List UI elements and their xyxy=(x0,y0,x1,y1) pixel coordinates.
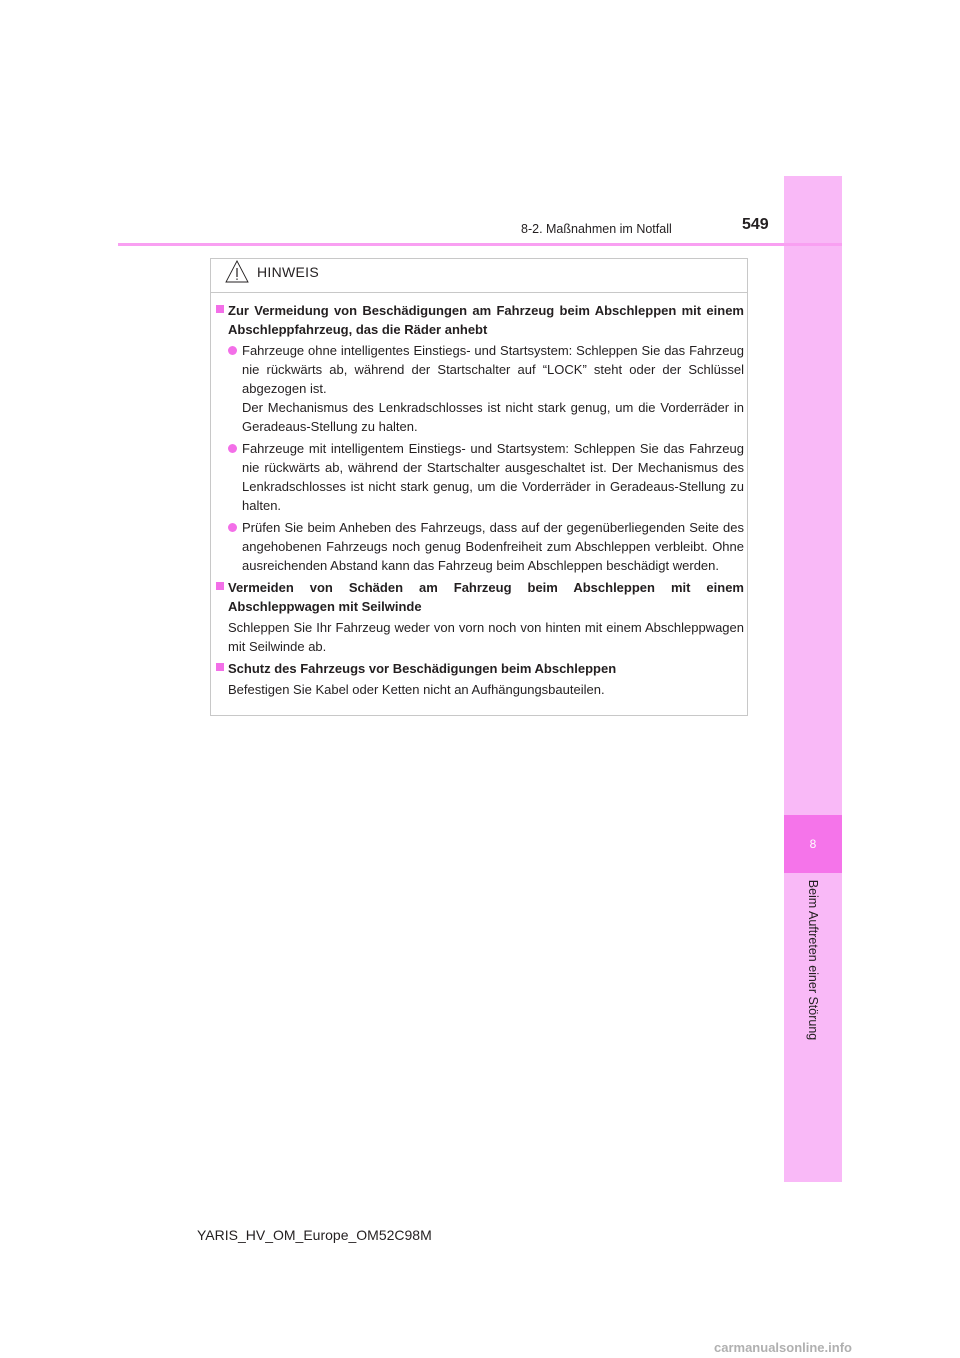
notice-section xyxy=(216,659,744,678)
square-bullet-icon xyxy=(216,663,224,671)
round-bullet-icon xyxy=(228,444,237,453)
warning-triangle-icon xyxy=(225,260,249,283)
notice-section xyxy=(216,578,744,616)
notice-bullet-extra-text: Der Mechanismus des Lenkradschlosses ist nicht stark genug, um die Vorderräder in Geradeaus-Stellung zu halten. xyxy=(242,400,744,434)
watermark: carmanualsonline.info xyxy=(714,1340,852,1355)
round-bullet-icon xyxy=(228,523,237,532)
notice-section xyxy=(216,301,744,339)
chapter-number: 8 xyxy=(809,837,817,851)
notice-section-text: Befestigen Sie Kabel oder Ketten nicht an Aufhängungsbauteilen. xyxy=(228,682,605,697)
notice-section-heading: Vermeiden von Schäden am Fahrzeug beim Abschleppen mit einem Abschleppwagen mit Seilwinde xyxy=(228,580,744,614)
notice-section-text: Schleppen Sie Ihr Fahrzeug weder von vorn noch von hinten mit einem Abschleppwagen mit Seilwinde ab. xyxy=(228,620,744,654)
square-bullet-icon xyxy=(216,305,224,313)
notice-section-heading: Zur Vermeidung von Beschädigungen am Fahrzeug beim Abschleppen mit einem Abschleppfahrzeug, das die Räder anhebt xyxy=(228,303,744,337)
notice-bullet xyxy=(228,518,744,575)
notice-section-heading: Schutz des Fahrzeugs vor Beschädigungen beim Abschleppen xyxy=(228,661,617,676)
header-rule xyxy=(118,243,842,246)
chapter-number-badge xyxy=(784,815,842,873)
round-bullet-icon xyxy=(228,346,237,355)
notice-box xyxy=(210,258,748,716)
document-code: YARIS_HV_OM_Europe_OM52C98M xyxy=(197,1227,432,1243)
notice-body xyxy=(216,301,744,702)
section-title: 8-2. Maßnahmen im Notfall xyxy=(521,222,672,236)
notice-bullet-text: Fahrzeuge mit intelligentem Einstiegs- und Startsystem: Schleppen Sie das Fahrzeug nie rückwärts ab, während der Startschalter ausgeschaltet ist. Der Mechanismus des Lenkradschlosses ist nicht stark genug, um die Vorderräder in Geradeaus-Stellung zu halten. xyxy=(242,441,744,513)
notice-title: HINWEIS xyxy=(257,264,319,280)
chapter-label: Beim Auftreten einer Störung xyxy=(806,879,820,1041)
square-bullet-icon xyxy=(216,582,224,590)
page-number: 549 xyxy=(742,216,769,233)
notice-bullet-text: Fahrzeuge ohne intelligentes Einstiegs- und Startsystem: Schleppen Sie das Fahrzeug nie rückwärts ab, während der Startschalter auf “LOCK” steht oder der Schlüssel abgezogen ist. xyxy=(242,343,744,396)
notice-bullet-text: Prüfen Sie beim Anheben des Fahrzeugs, dass auf der gegenüberliegenden Seite des angehobenen Fahrzeugs noch genug Bodenfreiheit zum Abschleppen verbleibt. Ohne ausreichenden Abstand kann das Fahrzeug beim Abschleppen beschädigt werden. xyxy=(242,520,744,573)
notice-header xyxy=(211,259,747,293)
notice-bullet xyxy=(228,439,744,515)
notice-bullet xyxy=(228,341,744,436)
